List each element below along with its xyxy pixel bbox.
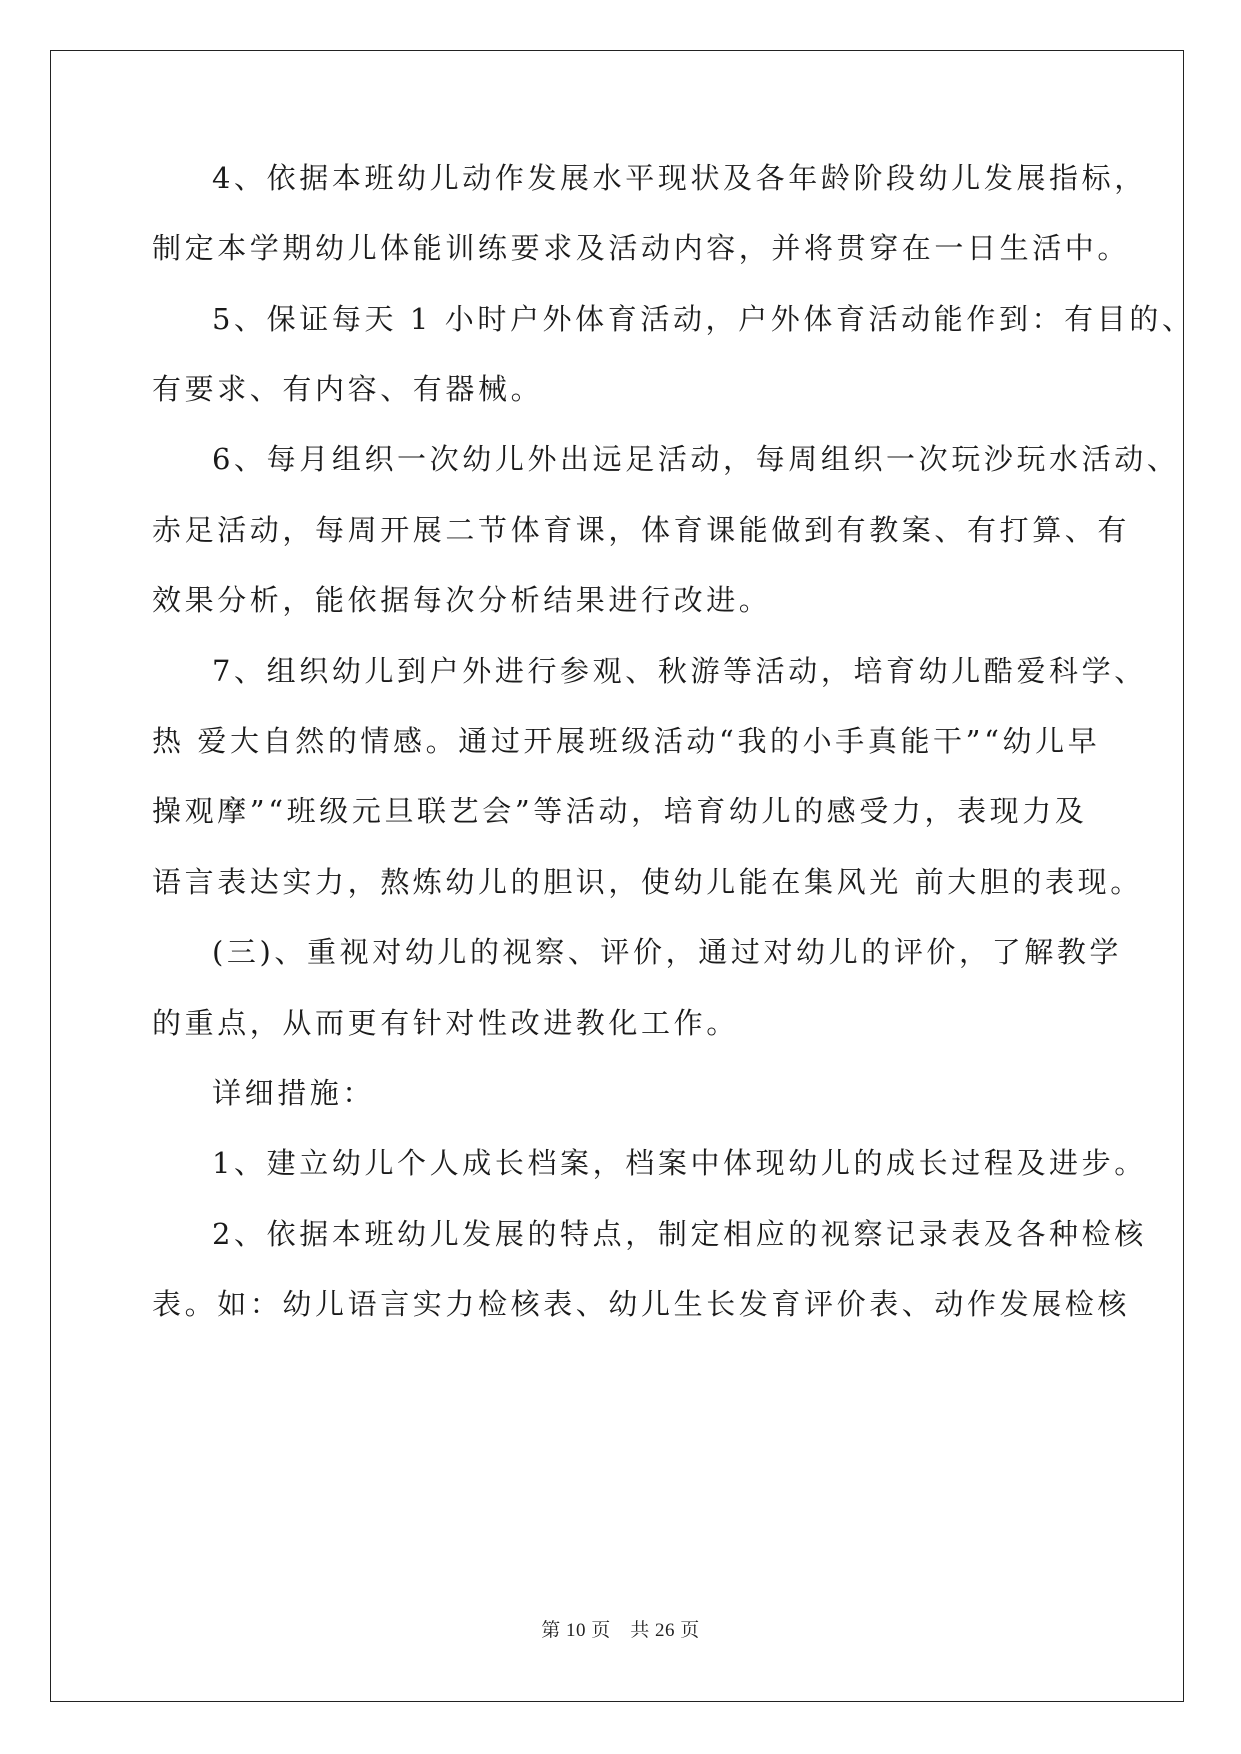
measure-1-line-1: 1、建立幼儿个人成长档案，档案中体现幼儿的成长过程及进步。	[212, 1146, 1147, 1180]
measure-2-line-2: 表。如：幼儿语言实力检核表、幼儿生长发育评价表、动作发展检核	[152, 1287, 1131, 1321]
paragraph-4-line-1: 4、依据本班幼儿动作发展水平现状及各年龄阶段幼儿发展指标，	[212, 161, 1147, 195]
paragraph-6-line-3: 效果分析，能依据每次分析结果进行改进。	[152, 583, 772, 617]
paragraph-5-line-2: 有要求、有内容、有器械。	[152, 372, 544, 406]
paragraph-4-line-2: 制定本学期幼儿体能训练要求及活动内容，并将贯穿在一日生活中。	[152, 231, 1131, 265]
paragraph-7-line-3: 操观摩”“班级元旦联艺会”等活动，培育幼儿的感受力，表现力及	[152, 794, 1088, 828]
measure-2-line-1: 2、依据本班幼儿发展的特点，制定相应的视察记录表及各种检核	[212, 1217, 1147, 1251]
section-3-line-2: 的重点，从而更有针对性改进教化工作。	[152, 1006, 739, 1040]
paragraph-6-line-1: 6、每月组织一次幼儿外出远足活动，每周组织一次玩沙玩水活动、	[212, 442, 1180, 476]
page-number-footer: 第 10 页 共 26 页	[541, 1620, 700, 1641]
paragraph-5-line-1: 5、保证每天 1 小时户外体育活动，户外体育活动能作到：有目的、	[212, 302, 1195, 336]
paragraph-7-line-2: 热 爱大自然的情感。通过开展班级活动“我的小手真能干”“幼儿早	[152, 724, 1101, 758]
paragraph-7-line-1: 7、组织幼儿到户外进行参观、秋游等活动，培育幼儿酷爱科学、	[212, 654, 1147, 688]
measures-heading: 详细措施：	[212, 1076, 376, 1110]
paragraph-6-line-2: 赤足活动，每周开展二节体育课，体育课能做到有教案、有打算、有	[152, 513, 1131, 547]
paragraph-7-line-4: 语言表达实力，熬炼幼儿的胆识，使幼儿能在集风光 前大胆的表现。	[152, 865, 1143, 899]
section-3-line-1: (三)、重视对幼儿的视察、评价，通过对幼儿的评价，了解教学	[212, 935, 1123, 969]
